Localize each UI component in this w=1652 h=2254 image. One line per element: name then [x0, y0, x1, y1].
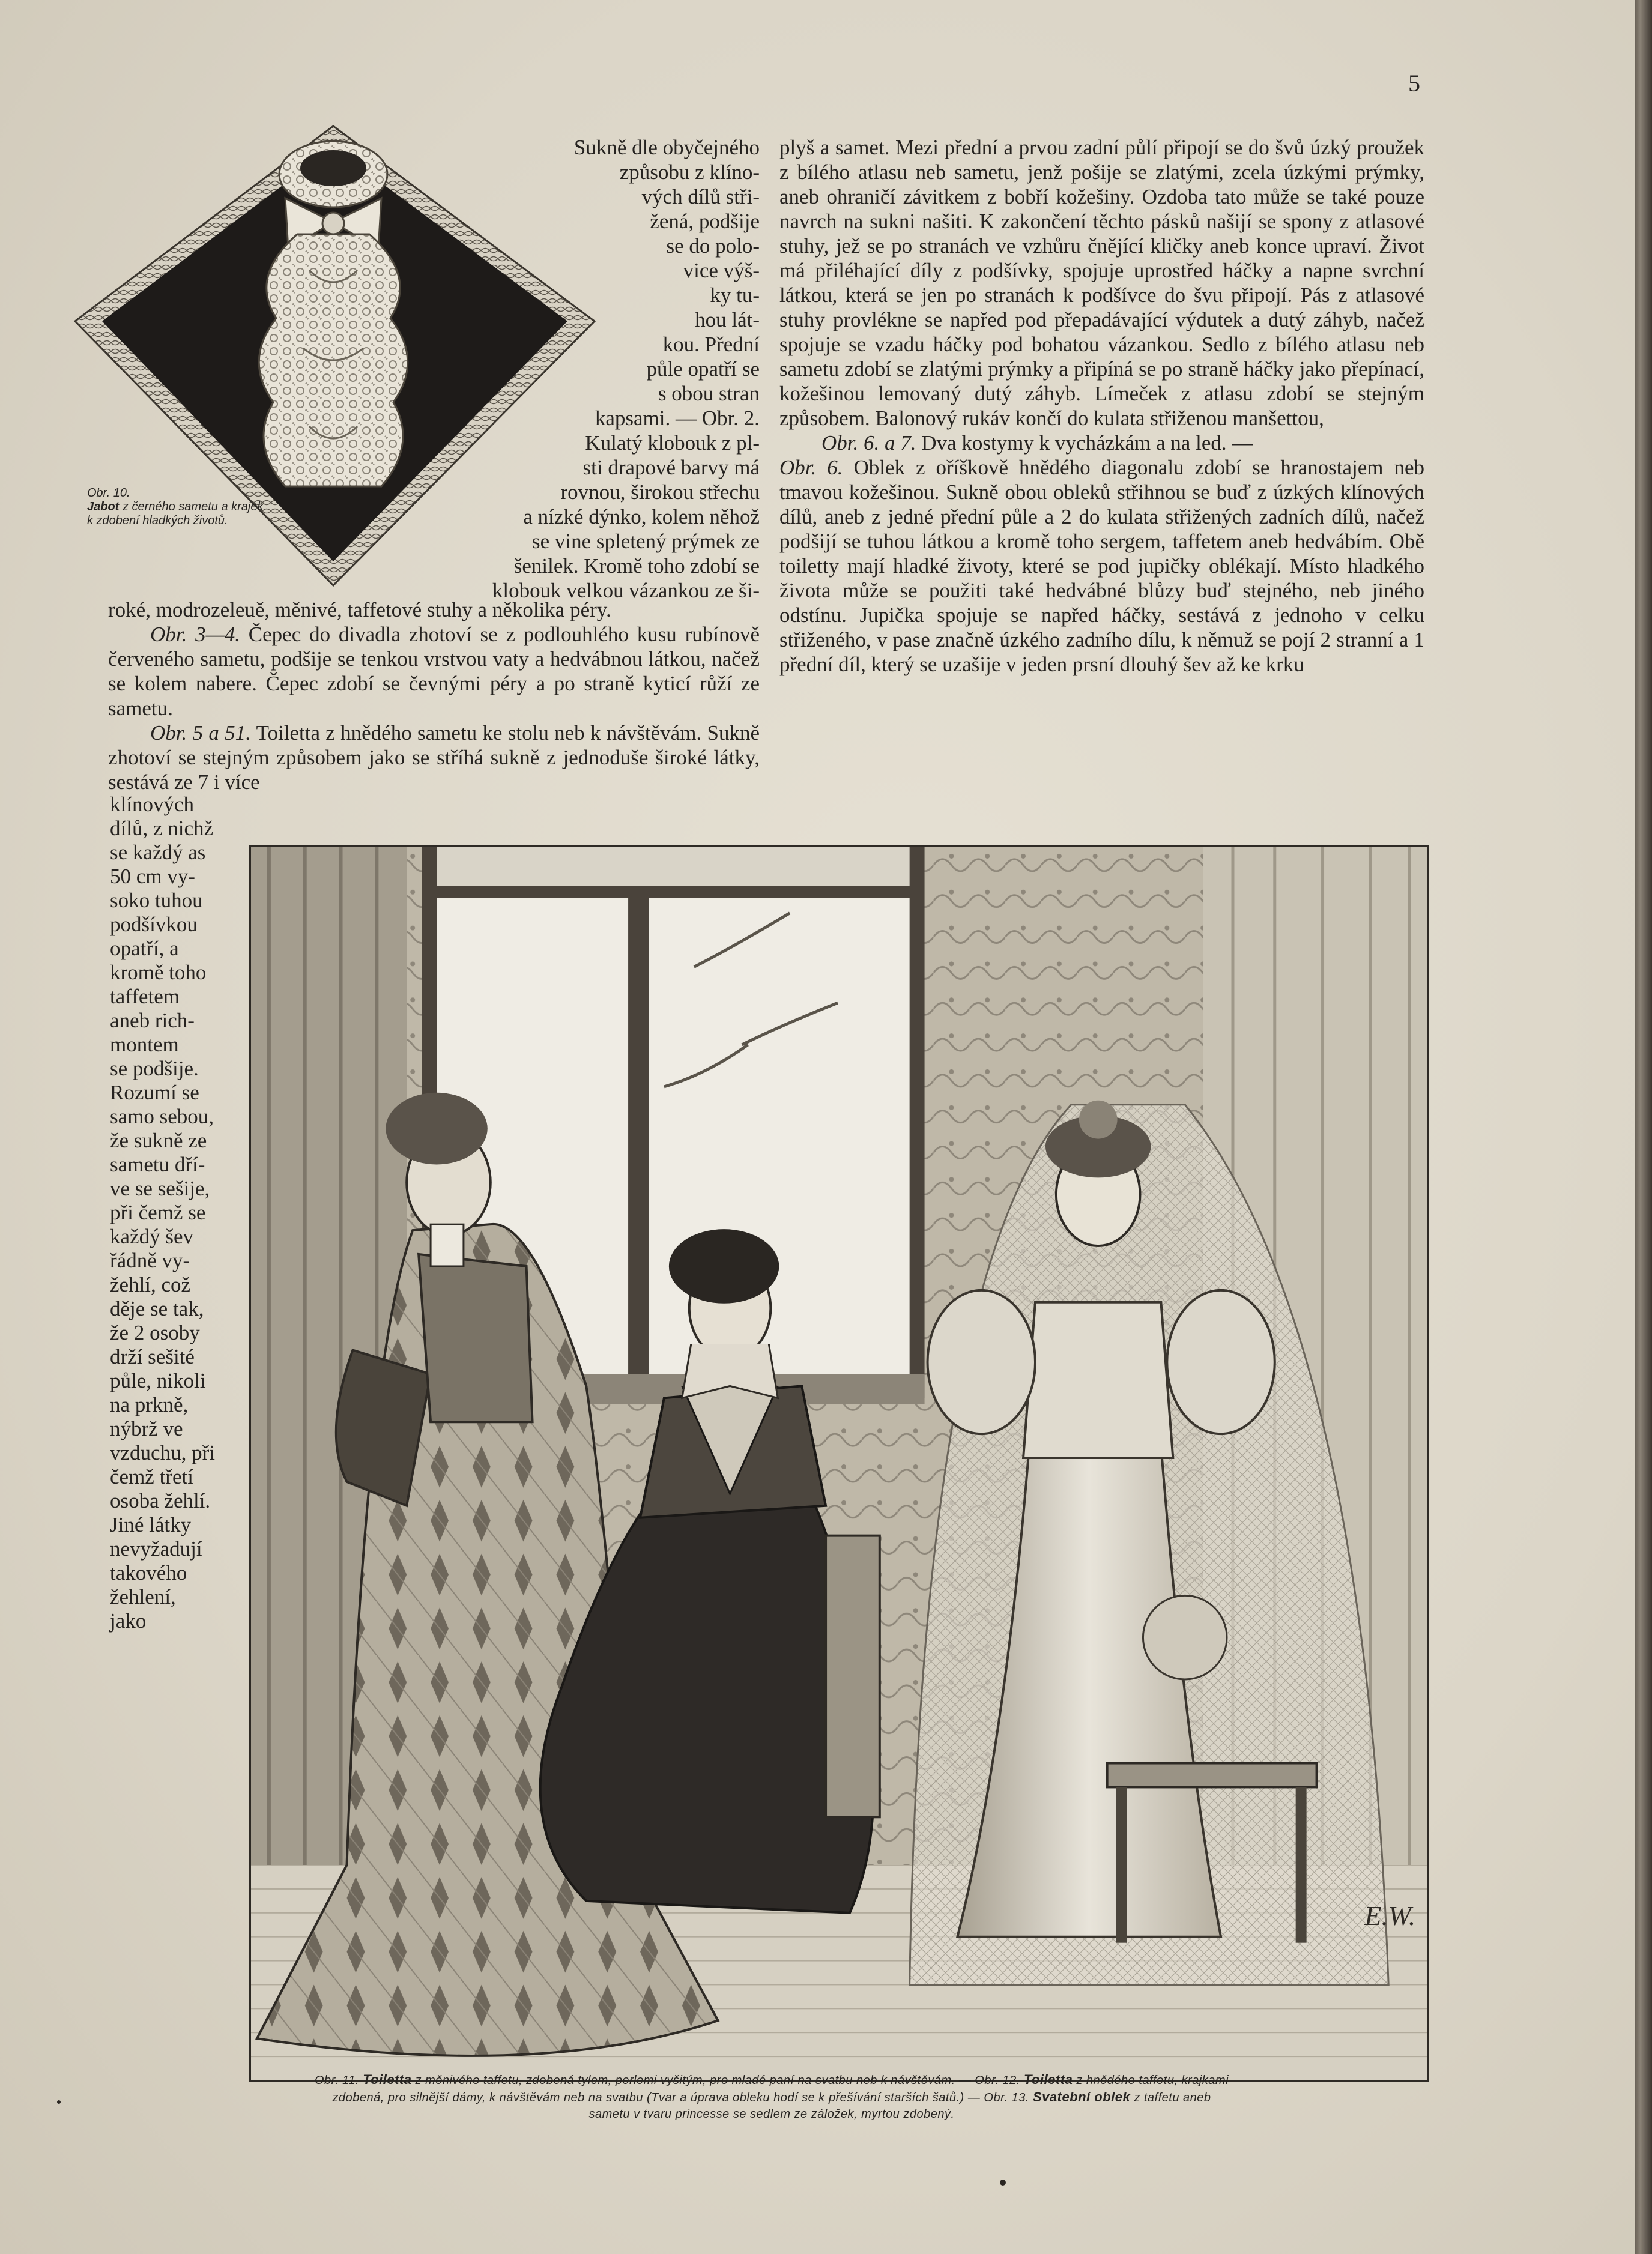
- column1-tail-line: klínových: [110, 793, 194, 816]
- column1-tail-line: osoba žehlí.: [110, 1489, 211, 1512]
- caption-title-13: Svatební oblek: [1032, 2089, 1131, 2104]
- print-dot-left: [57, 2100, 61, 2104]
- print-dot-bottom: [1000, 2180, 1006, 2186]
- column1-narrow-line: se vine spletený prýmek ze: [531, 530, 760, 553]
- caption-obr-11: Obr. 11.: [314, 2074, 359, 2087]
- column1-tail-line: samo sebou,: [110, 1105, 214, 1128]
- column1-para-c: [108, 721, 760, 794]
- column1-narrow-line: vice výš-: [683, 259, 760, 282]
- column1-narrow-line: a nízké dýnko, kolem něhož: [523, 505, 760, 528]
- column1-tail-text: [110, 793, 252, 1633]
- column1-tail-line: drží sešité: [110, 1345, 195, 1368]
- column1-tail-line: takového: [110, 1561, 187, 1585]
- column1-tail-line: půle, nikoli: [110, 1369, 206, 1392]
- column1-tail-line: taffetem: [110, 985, 180, 1008]
- column1-para-a: roké, modrozeleuě, měnivé, taffetové stuhy a několika péry.: [108, 598, 611, 621]
- caption-text-11: z měnivého taffetu, zdobená tylem, perlemi vyšitým, pro mladé paní na svatbu neb k návštěvám. — Obr. 12.: [415, 2074, 1020, 2087]
- column1-narrow-line: kou. Přední: [662, 333, 760, 356]
- column1-tail-line: při čemž se: [110, 1201, 206, 1224]
- column1-tail-line: nýbrž ve: [110, 1417, 183, 1440]
- column1-narrow-line: rovnou, širokou střechu: [560, 480, 760, 504]
- column1-tail-line: se podšije.: [110, 1057, 199, 1080]
- column1-tail-line: čemž třetí: [110, 1465, 193, 1488]
- figure10-text: z černého sametu a krajek k zdobení hladkých životů.: [87, 500, 264, 527]
- column1-tail-line: že sukně ze: [110, 1129, 207, 1152]
- column1-narrow-line: vých dílů stři-: [641, 185, 760, 208]
- caption-line-3: sametu v tvaru princesse se sedlem ze záložek, myrtou zdobený.: [588, 2107, 955, 2121]
- figure10-title: Jabot: [87, 500, 120, 513]
- column1-tail-line: sametu dří-: [110, 1153, 205, 1176]
- column1-tail-line: opatří, a: [110, 937, 179, 960]
- obr-3-4-text: Čepec do divadla zhotoví se z podlouhlého kusu rubínově červeného sametu, podšije se tenkou vrstvou vaty a hedvábnou látkou, načež se kolem nabere. Čepec zdobí se čevnými péry a po straně kyticí růží ze sametu.: [108, 623, 760, 720]
- caption-text-13a: z taffetu aneb: [1134, 2091, 1211, 2104]
- column1-tail-line: ve se sešije,: [110, 1177, 210, 1200]
- caption-text-12b: zdobená, pro silnější dámy, k návštěvám neb na svatbu (Tvar a úprava obleku hodí se k přešívání starších šatů.) — Obr. 13.: [332, 2091, 1029, 2104]
- column1-tail-line: dílů, z nichž: [110, 817, 214, 840]
- caption-line-2: [117, 2089, 1426, 2106]
- column2-para2: [779, 431, 1424, 455]
- column1-tail-line: Rozumí se: [110, 1081, 199, 1104]
- column1-tail-line: každý šev: [110, 1225, 193, 1248]
- column1-tail-line: nevyžadují: [110, 1537, 202, 1561]
- column1-narrow-line: s obou stran: [658, 382, 760, 405]
- figure10-label: Obr. 10.: [87, 486, 130, 500]
- column1-tail-line: podšívkou: [110, 913, 198, 936]
- column1-tail-line: vzduchu, při: [110, 1441, 215, 1464]
- column1-tail-line: soko tuhou: [110, 889, 203, 912]
- obr-5-51-label: Obr. 5 a 51.: [150, 721, 251, 745]
- column1-tail-line: kromě toho: [110, 961, 207, 984]
- column1-tail-line: na prkně,: [110, 1393, 189, 1416]
- column1-narrow-line: hou lát-: [695, 308, 760, 331]
- column1-narrow-line: se do polo-: [666, 234, 760, 258]
- column1-narrow-line: žená, podšije: [650, 210, 760, 233]
- main-figure-caption: [117, 2071, 1426, 2123]
- column1-narrow-line: Kulatý klobouk z pl-: [585, 431, 760, 455]
- column1-tail-line: že 2 osoby: [110, 1321, 200, 1344]
- illustration-signature: E.W.: [1364, 1900, 1416, 1931]
- column1-narrow-line: šenilek. Kromě toho zdobí se: [513, 554, 760, 578]
- column1-narrow-line: kapsami. — Obr. 2.: [595, 406, 760, 430]
- figure10-caption: [87, 486, 267, 528]
- column1-narrow-text: [480, 135, 760, 603]
- column1-narrow-line: způsobu z klíno-: [619, 160, 760, 184]
- obr-6-text: Oblek z oříškově hnědého diagonalu zdobí se hranostajem neb tmavou kožešinou. Sukně obou obleků střihnou se buď z úzkých klínových dílů, aneb z jedné přední půle a 2 do kulata střižených zadních dílů, načež podšijí se tuhou látkou a kromě toho sergem, taffetem aneb hedvábím. Obě toiletty mají hladké životy, které se pod jupičky oblékají. Místo hladkého života může se použiti také hedvábné blůzy buď stejného, neb jiného odstínu. Jupička spojuje se napřed háčky, sestává z jednoho v celku střiženého, v pase značně úzkého zadního dílu, k němuž se pojí 2 stranní a 1 přední díl, který se uzašije v jeden prsní dlouhý šev až ke krku: [779, 456, 1424, 676]
- page-number: 5: [1408, 70, 1420, 97]
- caption-title-11: Toiletta: [363, 2072, 412, 2087]
- caption-title-12: Toiletta: [1023, 2072, 1073, 2087]
- column1-narrow-line: ky tu-: [710, 283, 760, 307]
- column1-tail-line: děje se tak,: [110, 1297, 204, 1320]
- column2-text: [779, 135, 1424, 677]
- column1-tail-line: žehlí, což: [110, 1273, 191, 1296]
- column1-tail-line: aneb rich-: [110, 1009, 195, 1032]
- column1-text: [108, 597, 760, 794]
- caption-text-12a: z hnědého taffetu, krajkami: [1076, 2074, 1229, 2087]
- column1-tail-line: řádně vy-: [110, 1249, 190, 1272]
- column1-tail-line: jako: [110, 1609, 147, 1633]
- column1-tail-line: Jiné látky: [110, 1513, 192, 1536]
- column1-narrow-line: půle opatří se: [646, 357, 760, 381]
- column1-para-b: [108, 622, 760, 721]
- obr-6-7-text: Dva kostymy k vycházkám a na led. —: [921, 431, 1253, 455]
- column2-para3: [779, 455, 1424, 677]
- column1-narrow-line: sti drapové barvy má: [582, 456, 760, 479]
- column1-narrow-line: Sukně dle obyčejného: [573, 136, 760, 159]
- page-edge: [1635, 0, 1652, 2254]
- column1-tail-line: 50 cm vy-: [110, 865, 195, 888]
- column1-narrow-line: klobouk velkou vázankou ze ši-: [492, 579, 760, 602]
- column1-tail-line: žehlení,: [110, 1585, 176, 1609]
- caption-line-1: [117, 2071, 1426, 2089]
- fashion-engraving-illustration: [249, 845, 1429, 2082]
- obr-6-7-label: Obr. 6. a 7.: [821, 431, 916, 455]
- column1-tail-line: montem: [110, 1033, 179, 1056]
- obr-6-label: Obr. 6.: [779, 456, 843, 479]
- obr-3-4-label: Obr. 3—4.: [150, 623, 240, 646]
- obr-5-51-text: Toiletta z hnědého sametu ke stolu neb k návštěvám. Sukně zhotoví se stejným způsobem jako se stříhá sukně z jednoduše široké látky, sestává ze 7 i více: [108, 721, 760, 794]
- column2-para1: plyš a samet. Mezi přední a prvou zadní půlí připojí se do švů úzký proužek z bílého atlasu neb sametu, jenž pošije se zlatými, zcela úzkými prýmky, aneb ohraničí závitkem z bobří kožešiny. Ozdoba tato může se také pouze navrch na sukni našiti. K zakončení těchto pásků našijí se spony z atlasové stuhy, jež se po stranách ve vzhůru čnějící kličky aneb konce upraví. Život má přiléhající díly z podšívky, spojuje uprostřed háčky a napne svrchní látkou, která se jen po stranách k podšívce do švu připojí. Pás z atlasové stuhy provlékne se napřed pod přepadávající výdutek a dutý záhyb, načež spojuje se vzadu háčky pod bohatou vázankou. Sedlo z bílého atlasu neb sametu zdobí se zlatými prýmky a připíná se po straně háčky jako přepínací, kožešinou lemovaný dutý záhyb. Límeček z atlasu zdobí se stejným způsobem. Balonový rukáv končí do kulata střiženou manšettou,: [779, 136, 1424, 430]
- column1-tail-line: se každý as: [110, 841, 206, 864]
